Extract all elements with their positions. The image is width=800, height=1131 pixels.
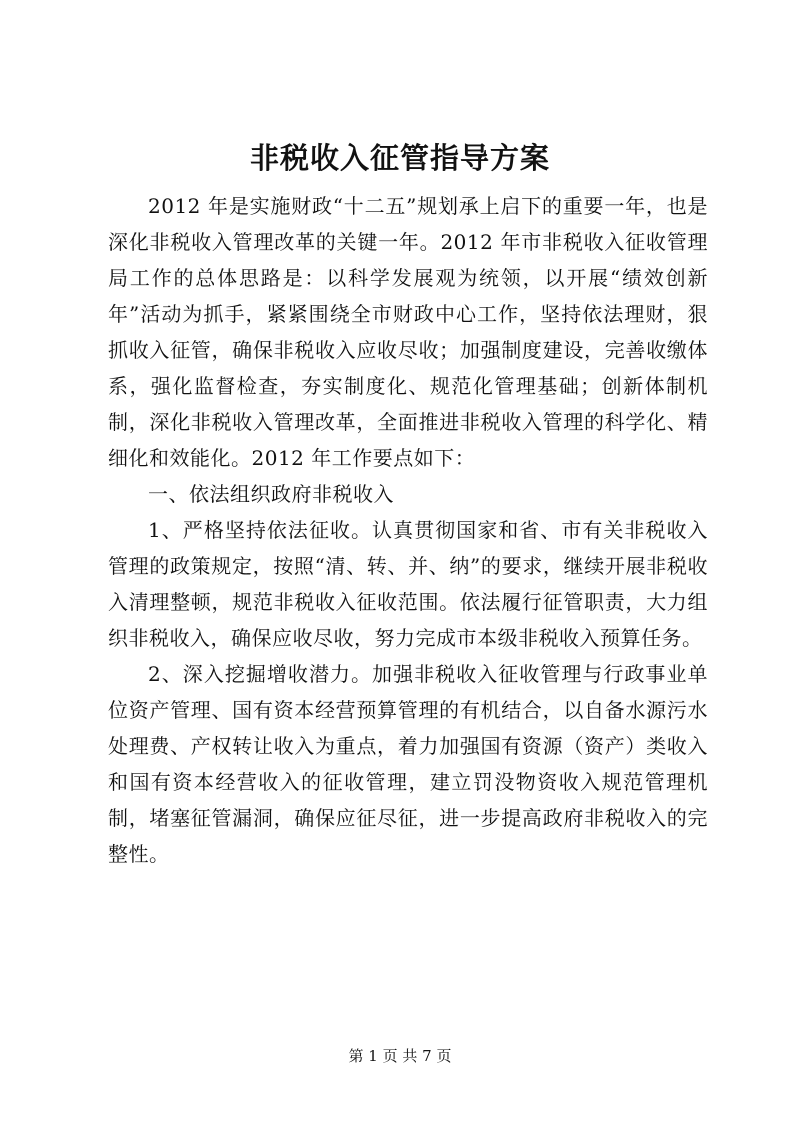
paragraph-item-2: 2、深入挖掘增收潜力。加强非税收入征收管理与行政事业单位资产管理、国有资本经营预算管理的有机结合，以自备水源污水处理费、产权转让收入为重点，着力加强国有资源（资产）类收入和国有资本经营收入的征收管理，建立罚没物资收入规范管理机制，堵塞征管漏洞，确保应征尽征，进一步提高政府非税收入的完整性。	[108, 662, 708, 866]
paragraph-item-1: 1、严格坚持依法征收。认真贯彻国家和省、市有关非税收入管理的政策规定，按照“清、转、并、纳”的要求，继续开展非税收入清理整顿，规范非税收入征收范围。依法履行征管职责，大力组织非税收入，确保应收尽收，努力完成市本级非税收入预算任务。	[108, 518, 708, 650]
paragraph-intro: 2012 年是实施财政“十二五”规划承上启下的重要一年，也是深化非税收入管理改革的关键一年。2012 年市非税收入征收管理局工作的总体思路是：以科学发展观为统领，以开展“绩效创新年”活动为抓手，紧紧围绕全市财政中心工作，坚持依法理财，狠抓收入征管，确保非税收入应收尽收；加强制度建设，完善收缴体系，强化监督检查，夯实制度化、规范化管理基础；创新体制机制，深化非税收入管理改革，全面推进非税收入管理的科学化、精细化和效能化。2012 年工作要点如下：	[108, 194, 708, 470]
section-heading-1: 一、依法组织政府非税收入	[148, 482, 394, 506]
document-title: 非税收入征管指导方案	[249, 141, 550, 175]
page-footer: 第 1 页 共 7 页	[348, 1047, 452, 1065]
document-body	[108, 188, 708, 872]
